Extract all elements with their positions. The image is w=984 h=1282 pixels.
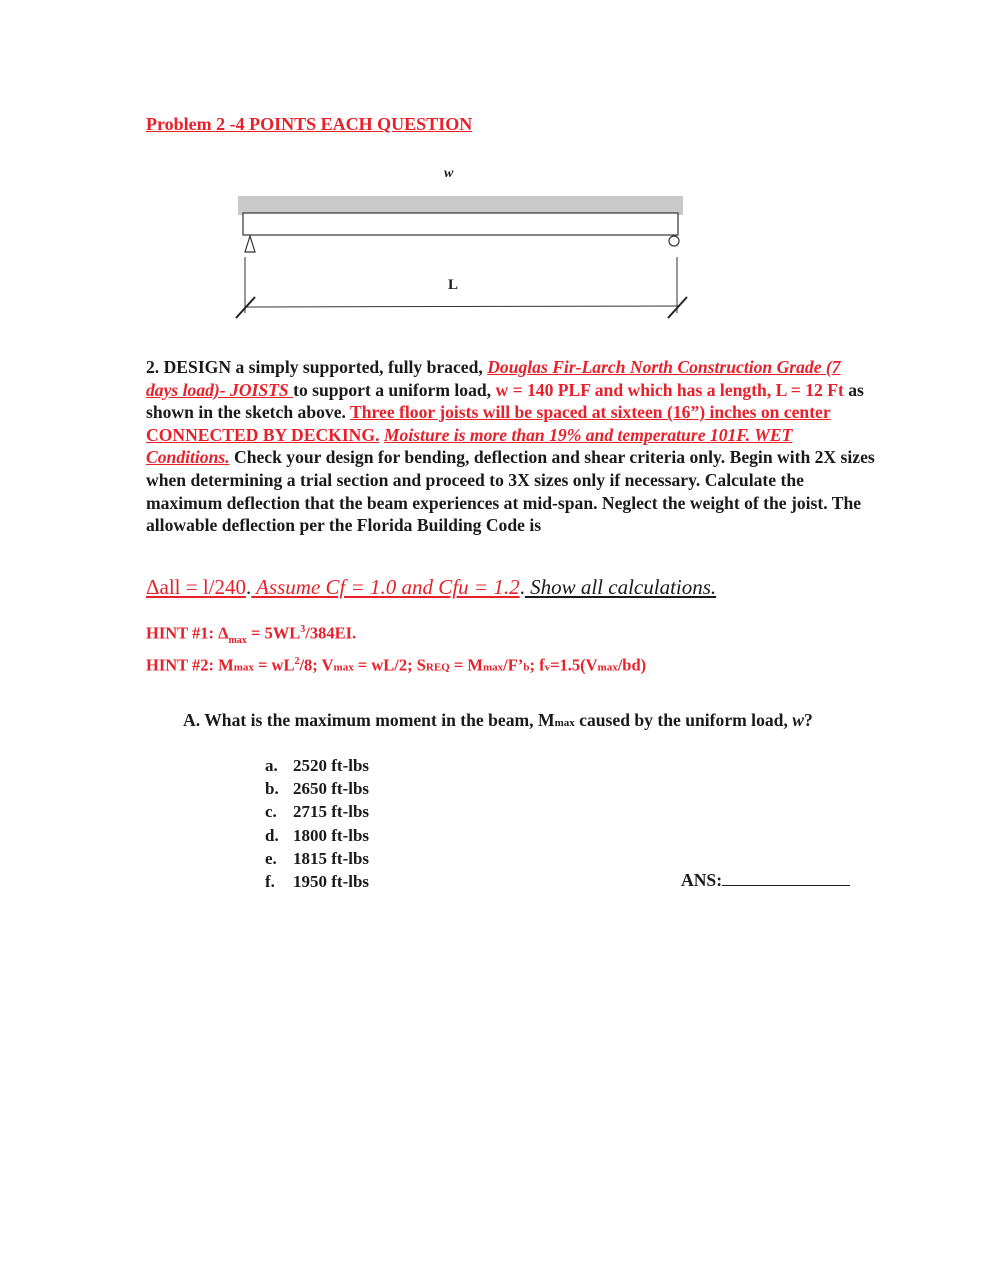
option-f[interactable]: [265, 870, 369, 893]
hint-2: [146, 651, 646, 679]
show-calculations: Show all calculations.: [524, 575, 717, 599]
subscript: v: [544, 661, 551, 674]
option-letter: b.: [265, 779, 279, 799]
subscript: max: [333, 661, 354, 674]
option-text: 1800 ft-lbs: [293, 825, 370, 845]
statement-text: DESIGN a simply supported, fully braced,: [159, 357, 488, 377]
subscript: max: [233, 661, 254, 674]
answer-field[interactable]: [681, 869, 850, 891]
hint-text: = wL: [253, 655, 295, 675]
hint-text: /384EI.: [305, 623, 357, 643]
hint-text: ; f: [529, 655, 545, 675]
assumed-factors: Assume Cf = 1.0 and Cfu = 1.2: [251, 575, 520, 599]
option-letter: d.: [265, 825, 279, 845]
option-text: 1815 ft-lbs: [293, 848, 370, 868]
subscript: max: [228, 634, 247, 646]
dimension-line: [245, 306, 680, 307]
answer-blank[interactable]: [722, 869, 850, 886]
deflection-criteria: [146, 575, 716, 600]
answer-label: ANS:: [681, 870, 723, 890]
problem-number: 2.: [146, 357, 160, 377]
subscript: max: [483, 661, 504, 674]
hint-text: /bd): [617, 655, 647, 675]
option-letter: f.: [265, 872, 275, 892]
option-a[interactable]: [265, 754, 369, 777]
option-text: 2520 ft-lbs: [293, 756, 370, 775]
superscript: 3: [300, 624, 306, 635]
question-part: w: [792, 710, 804, 730]
allowable-deflection: Δall = l/240: [146, 575, 247, 599]
span-label: L: [448, 277, 459, 293]
hint-1: [146, 619, 646, 651]
roller-support: [669, 236, 679, 246]
option-letter: e.: [265, 848, 277, 868]
distributed-load-band: [238, 196, 683, 215]
problem-statement: [146, 356, 876, 537]
load-label: w: [444, 166, 454, 181]
option-letter: c.: [265, 802, 277, 822]
statement-text: to support a uniform load,: [293, 379, 496, 400]
hint-text: HINT #2: M: [146, 655, 234, 675]
superscript: 2: [294, 655, 300, 667]
subscript: max: [554, 717, 575, 729]
question-label: A.: [183, 710, 201, 730]
question-part: caused by the uniform load,: [574, 710, 793, 730]
option-text: 2650 ft-lbs: [293, 779, 370, 799]
hint-text: = wL/2; S: [353, 655, 426, 675]
hint-text: = 5WL: [246, 623, 301, 643]
problem-title: Problem 2 -4 POINTS EACH QUESTION: [146, 114, 473, 134]
load-and-length: w = 140 PLF and which has a length, L = 12 Ft: [495, 379, 844, 400]
statement-text: as shown in the sketch above.: [146, 379, 864, 423]
question-text: [183, 709, 883, 734]
hint-text: HINT #1: Δ: [146, 623, 229, 643]
option-e[interactable]: [265, 847, 369, 870]
hint-text: = M: [449, 655, 483, 675]
pin-support: [245, 236, 255, 252]
option-b[interactable]: [265, 777, 369, 800]
question-a: [183, 709, 883, 734]
hint-text: /8; V: [299, 655, 334, 675]
hints: [146, 619, 646, 678]
hint-text: =1.5(V: [550, 655, 598, 675]
option-text: 1950 ft-lbs: [293, 872, 370, 892]
option-text: 2715 ft-lbs: [293, 802, 370, 822]
hint-text: /F’: [503, 655, 524, 675]
answer-options: [265, 754, 369, 893]
subscript: REQ: [425, 661, 450, 674]
subscript: b: [523, 661, 530, 674]
option-d[interactable]: [265, 824, 369, 847]
option-c[interactable]: [265, 800, 369, 823]
joist-spacing: Three floor joists will be spaced at sixteen (16”) inches on center CONNECTED BY DECKING.: [146, 402, 831, 445]
moisture-conditions: Moisture is more than 19% and temperature 101F. WET Conditions.: [146, 424, 793, 468]
subscript: max: [597, 661, 618, 674]
option-letter: a.: [265, 756, 278, 775]
period: .: [519, 575, 525, 599]
question-part: ?: [804, 710, 813, 730]
period: .: [246, 575, 252, 599]
beam-diagram: [0, 0, 984, 340]
wood-species-grade: Douglas Fir-Larch North Construction Grade (7 days load)- JOISTS: [146, 357, 841, 400]
question-part: What is the maximum moment in the beam, M: [200, 710, 555, 730]
beam: [243, 213, 678, 235]
statement-text: Check your design for bending, deflection and shear criteria only. Begin with 2X sizes when determining a trial section and proceed to 3X sizes only if necessary. Calculate the maximum deflection that the beam experiences at mid-span. Neglect the weight of the joist. The allowable deflection per the Florida Building Code is: [146, 447, 875, 536]
